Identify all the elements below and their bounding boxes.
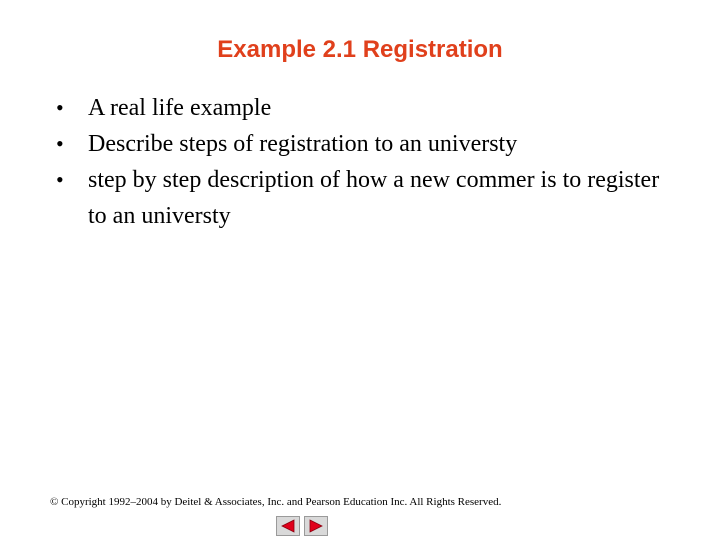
bullet-list [56, 90, 676, 234]
slide-title: Example 2.1 Registration [217, 36, 503, 63]
copyright-notice: © Copyright 1992–2004 by Deitel & Associates, Inc. and Pearson Education Inc. All Rights Reserved. [50, 496, 502, 508]
bullet-text: step by step description of how a new commer is to register to an universty [88, 167, 660, 229]
bullet-icon: • [56, 95, 64, 120]
bullet-icon: • [56, 167, 64, 192]
bullet-text: Describe steps of registration to an universty [88, 131, 518, 157]
next-slide-button[interactable] [304, 516, 328, 536]
bullet-icon: • [56, 131, 64, 156]
bullet-text: A real life example [88, 95, 272, 121]
bullet-item [56, 90, 676, 126]
previous-slide-button[interactable] [276, 516, 300, 536]
bullet-item [56, 126, 676, 162]
triangle-right-icon [308, 519, 324, 533]
slide-navigation [276, 516, 328, 536]
bullet-item [56, 162, 676, 234]
triangle-left-icon [280, 519, 296, 533]
